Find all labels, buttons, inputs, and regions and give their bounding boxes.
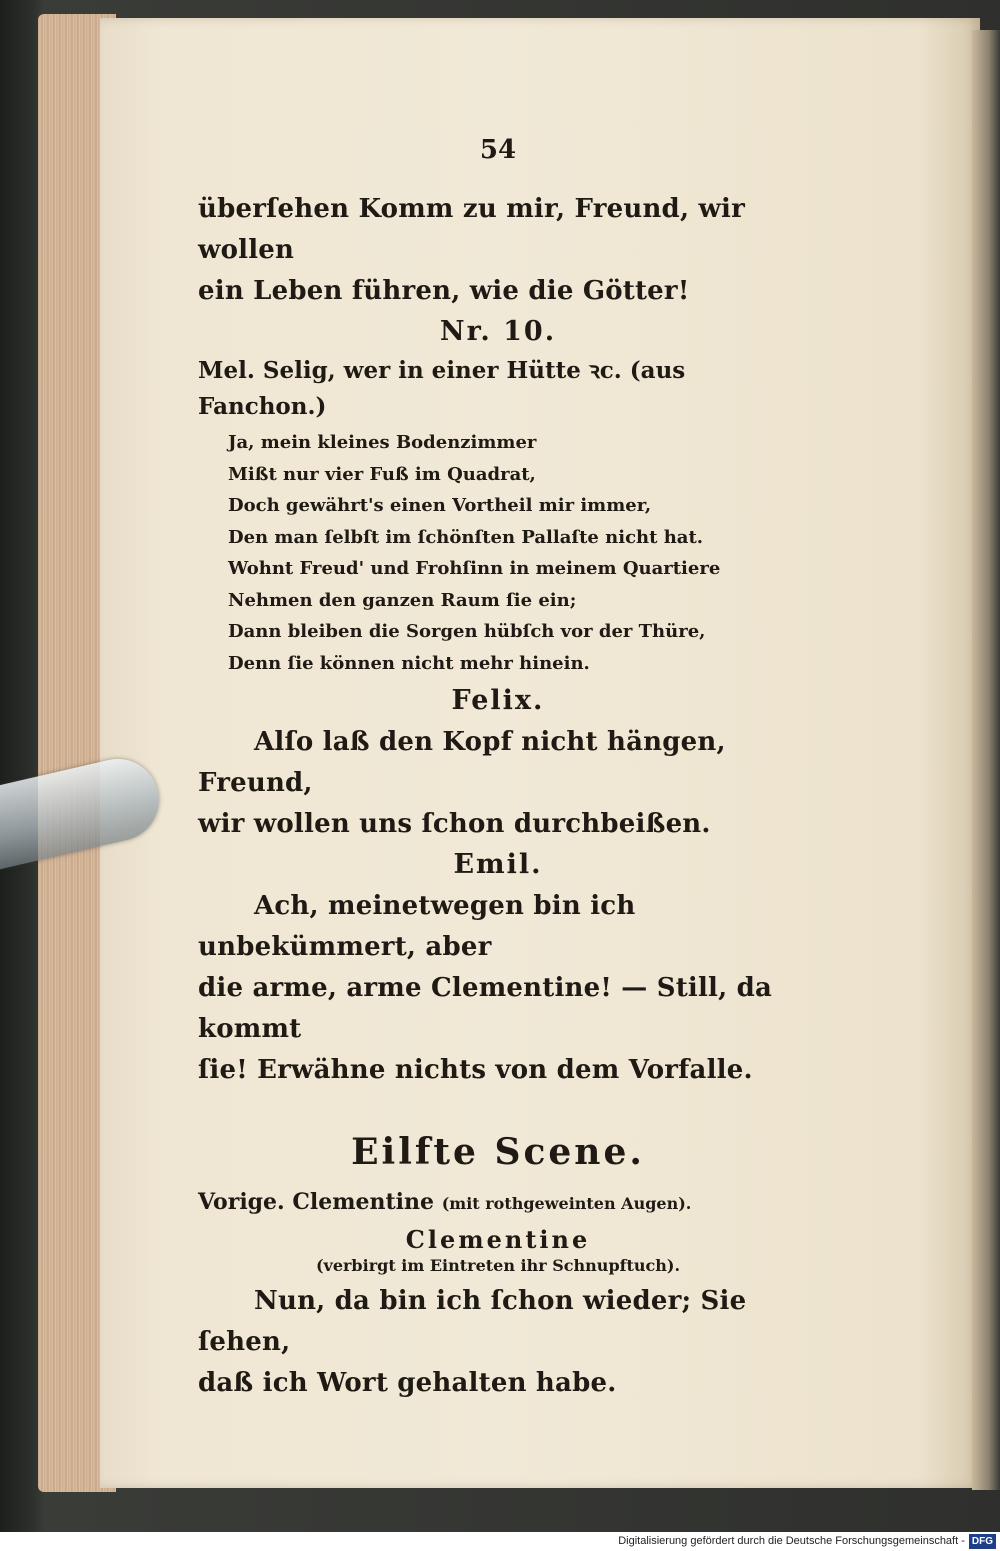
- song-number: Nr. 10.: [439, 316, 557, 347]
- song-verse: [228, 427, 798, 679]
- stage-direction: (verbirgt im Eintreten ihr Schnupftuch).: [315, 1256, 681, 1275]
- page-text: [198, 135, 798, 1404]
- gutter-shadow: [972, 30, 1000, 1490]
- felix-speech-2: wir wollen uns ſchon durchbeißen.: [198, 809, 711, 839]
- song-line: Dann bleiben die Sorgen hübſch vor der Thüre,: [228, 621, 706, 642]
- clementine-speech-2: daß ich Wort gehalten habe.: [198, 1368, 617, 1398]
- felix-speech-1: Alſo laß den Kopf nicht hängen, Freund,: [198, 727, 726, 798]
- scene-title: Eilfte Scene.: [351, 1131, 645, 1173]
- dfg-logo: DFG: [969, 1534, 996, 1549]
- song-line: Mißt nur vier Fuß im Quadrat,: [228, 463, 536, 485]
- emil-speech-1: Ach, meinetwegen bin ich unbekümmert, aber: [198, 891, 636, 962]
- opening-line-2: ein Leben führen, wie die Götter!: [198, 276, 690, 306]
- song-line: Denn ſie können nicht mehr hinein.: [228, 652, 590, 674]
- melody-line: Mel. Selig, wer in einer Hütte ꝛc. (aus Fanchon.): [198, 357, 686, 420]
- footer-credit: Digitalisierung gefördert durch die Deutsche Forschungsgemeinschaft -: [618, 1535, 965, 1547]
- clementine-speech-1: Nun, da bin ich ſchon wieder; Sie ſehen,: [198, 1286, 747, 1357]
- song-line: Ja, mein kleines Bodenzimmer: [228, 432, 537, 453]
- song-line: Nehmen den ganzen Raum ſie ein;: [228, 589, 577, 611]
- page-number: 54: [479, 135, 517, 165]
- song-line: Wohnt Freud' und Frohſinn in meinem Quartiere: [228, 558, 721, 579]
- emil-speech-3: ſie! Erwähne nichts von dem Vorfalle.: [198, 1055, 753, 1085]
- emil-speech-2: die arme, arme Clementine! — Still, da kommt: [198, 973, 773, 1044]
- speaker-clementine: Clementine: [405, 1225, 591, 1254]
- persons-line: [198, 1183, 798, 1223]
- speaker-felix: Felix.: [451, 685, 545, 716]
- song-line: Den man ſelbſt im ſchönſten Pallaſte nicht hat.: [228, 526, 704, 548]
- song-line: Doch gewährt's einen Vortheil mir immer,: [228, 495, 652, 516]
- persons-names: Vorige. Clementine: [198, 1189, 435, 1215]
- persons-note: (mit rothgeweinten Augen).: [441, 1194, 692, 1213]
- footer-bar: [0, 1532, 1000, 1551]
- speaker-emil: Emil.: [453, 849, 543, 880]
- opening-line-1: überſehen Komm zu mir, Freund, wir wollen: [198, 194, 745, 265]
